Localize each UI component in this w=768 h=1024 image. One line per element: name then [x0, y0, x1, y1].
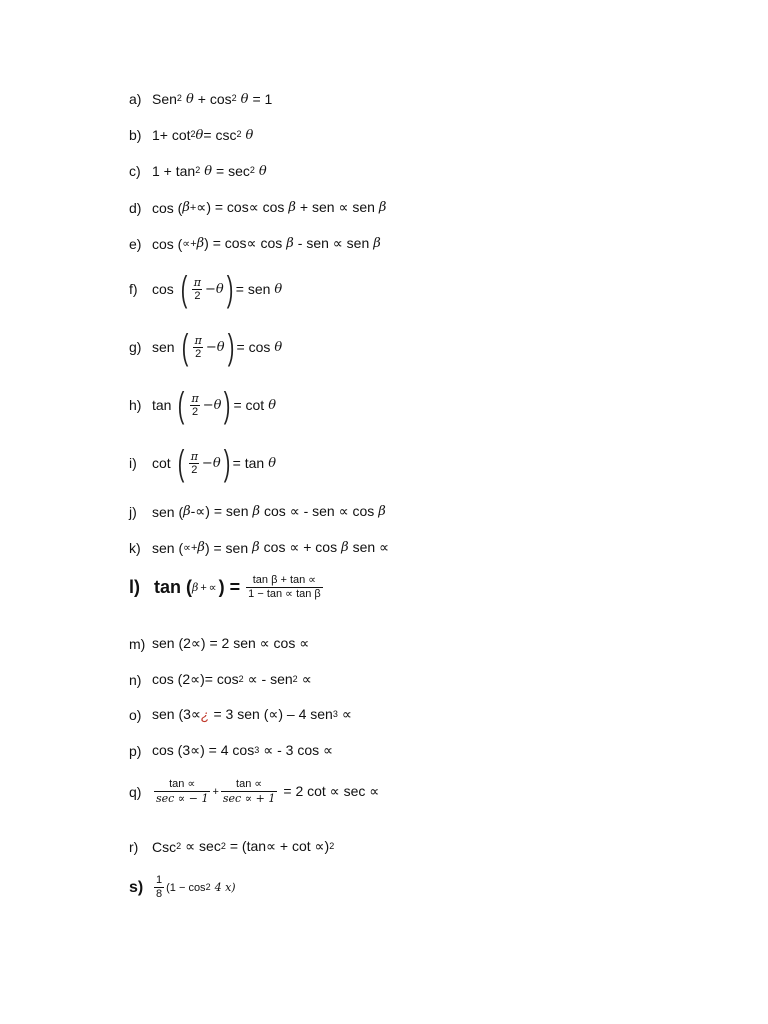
theta: θ: [268, 455, 277, 471]
term: cos ∝ + cos: [263, 539, 338, 555]
theta: θ: [274, 281, 283, 297]
rhs: = tan: [232, 455, 265, 471]
minus-theta: −θ: [201, 455, 221, 471]
item-label: s): [129, 878, 144, 896]
identity-a: a) Sen $^2$ θ + cos $^2$ θ = 1: [129, 91, 273, 107]
beta: β: [341, 540, 349, 555]
item-label: n): [129, 671, 142, 688]
plus-sign: +: [200, 581, 207, 594]
identity-h: h) tan ( $\frac{\pi}{2}$ −θ ) = cot θ: [129, 384, 277, 425]
identity-i: i) cot ( $\frac{\pi}{2}$ −θ ) = tan θ: [129, 442, 277, 483]
equals: ) =: [218, 577, 241, 597]
item-label: b): [129, 127, 142, 143]
fraction: $\frac{\pi}{2}$: [194, 333, 202, 360]
theta: θ: [268, 397, 277, 413]
alpha: ∝: [196, 199, 207, 215]
identity-k: [129, 539, 389, 556]
term: = 1: [252, 91, 273, 107]
term: ∝: [341, 706, 352, 722]
item-label: r): [129, 838, 139, 855]
term: cos ∝ - sen ∝ cos: [264, 503, 375, 519]
fraction: $\frac{\pi}{2}$: [193, 275, 202, 302]
term: sen (3∝: [152, 706, 201, 722]
term: sen (2∝) = 2 sen ∝ cos ∝: [152, 635, 310, 651]
term: cos (: [152, 235, 183, 252]
theta: θ: [195, 127, 204, 143]
alpha: ∝: [183, 542, 191, 554]
identity-p: p) cos (3∝) = 4 cos $^3$ ∝ - 3 cos ∝: [129, 742, 334, 759]
term: = 3 sen (∝) – 4 sen: [213, 706, 333, 722]
term: ) = sen: [204, 539, 249, 556]
term: 1+ cot: [152, 127, 191, 143]
identity-s: s) $\frac{1}{8}$ (1 − cos $^2$ 4 x): [129, 874, 236, 900]
identity-d: [129, 199, 386, 216]
term: cos (2∝)= cos: [152, 671, 239, 687]
item-label: f): [129, 281, 138, 297]
term: = (tan∝ + cot ∝): [229, 838, 330, 854]
beta: β: [196, 236, 205, 251]
term: 1 + tan: [152, 163, 196, 179]
beta: β: [286, 236, 294, 251]
rhs: = cot: [233, 397, 265, 413]
identity-g: g) sen ( $\frac{\pi}{2}$ −θ ) = cos θ: [129, 326, 283, 367]
beta: β: [183, 504, 191, 519]
identity-c: c) 1 + tan $^2$ θ = sec $^2$ θ: [129, 163, 267, 179]
fraction: $\frac{1}{8}$: [156, 874, 163, 900]
identity-r: r) Csc $^2$ ∝ sec $^2$ = (tan∝ + cot ∝) $^2$: [129, 838, 335, 855]
term: 4 x): [214, 881, 236, 894]
fraction: $\frac{\tan \propto}{\sec \propto + 1}$: [222, 778, 276, 805]
plus-sign: +: [212, 785, 219, 798]
term: sen (: [152, 503, 184, 520]
term: - sen ∝ sen: [297, 235, 370, 251]
plus-sign: +: [190, 237, 197, 250]
item-label: a): [129, 91, 142, 107]
term: sen (: [152, 539, 184, 556]
term: ) = cos∝ cos: [206, 199, 285, 215]
term: Csc: [152, 838, 177, 855]
identity-j: [129, 503, 386, 520]
beta: β: [378, 504, 386, 519]
fraction: $\frac{\text{tan β + tan ∝}}{\text{1 − tan ∝ tan β}}$: [248, 574, 321, 600]
item-label: o): [129, 706, 142, 723]
term: ∝ - sen: [247, 671, 293, 687]
item-label: c): [129, 163, 141, 179]
term: + sen ∝ sen: [299, 199, 375, 215]
item-label: g): [129, 339, 142, 355]
beta: β: [182, 200, 190, 215]
item-label: m): [129, 635, 146, 652]
function-name: cos: [152, 281, 174, 297]
beta: β: [252, 540, 260, 555]
term: (1 − cos: [166, 881, 206, 894]
item-label: j): [129, 503, 137, 520]
fraction: $\frac{\pi}{2}$: [190, 449, 198, 476]
function-name: sen: [152, 339, 175, 355]
item-label: p): [129, 742, 142, 759]
theta: θ: [245, 127, 254, 143]
fraction: $\frac{\pi}{2}$: [191, 391, 199, 418]
term: Sen: [152, 91, 177, 107]
identity-f: f) cos ( $\frac{\pi}{2}$ −θ ) = sen θ: [129, 268, 283, 309]
theta: θ: [204, 163, 213, 179]
beta: β: [378, 200, 387, 215]
item-label: k): [129, 539, 141, 556]
function-name: tan (: [154, 577, 192, 597]
beta: β: [192, 581, 199, 594]
identity-e: [129, 235, 381, 252]
alpha: ∝: [182, 238, 191, 250]
theta: θ: [258, 163, 267, 179]
theta: θ: [185, 91, 194, 107]
term: ∝: [301, 671, 312, 687]
fraction: $\frac{\tan \propto}{\sec \propto - 1}$: [156, 778, 209, 805]
item-label: h): [129, 397, 142, 413]
theta: θ: [240, 91, 249, 107]
function-name: tan: [152, 397, 172, 413]
rhs: = sen: [235, 281, 271, 297]
item-label: i): [129, 455, 137, 471]
minus-theta: −θ: [205, 281, 224, 297]
term: + cos: [197, 91, 232, 107]
term: sen ∝: [352, 539, 390, 555]
beta: β: [197, 540, 205, 555]
alpha: ∝: [208, 582, 217, 594]
beta: β: [252, 504, 261, 519]
plus-sign: +: [189, 201, 197, 214]
term: ) = cos∝ cos: [204, 235, 283, 251]
identity-m: [129, 635, 309, 652]
identity-n: n) cos (2∝)= cos $^2$ ∝ - sen $^2$ ∝: [129, 671, 312, 688]
item-label: e): [129, 235, 142, 252]
plus-sign: +: [190, 541, 198, 554]
identity-q: [129, 778, 379, 805]
term: ∝ sec: [185, 838, 221, 854]
identity-l: [129, 574, 325, 601]
inverted-question-mark: ¿: [200, 706, 210, 723]
minus-theta: −θ: [202, 397, 222, 413]
beta: β: [288, 200, 296, 215]
identity-o: o) sen (3∝ ¿ = 3 sen (∝) – 4 sen $^3$ ∝: [129, 706, 352, 723]
term: cos (: [152, 199, 183, 216]
rhs: = cos: [236, 339, 271, 355]
term: ∝ - 3 cos ∝: [263, 742, 334, 758]
minus-theta: −θ: [205, 339, 225, 355]
beta: β: [373, 236, 381, 251]
term: = csc: [203, 127, 237, 143]
term: = sec: [216, 163, 250, 179]
item-label: q): [129, 783, 142, 800]
identity-b: b) 1+ cot $^2$ θ = csc $^2$ θ: [129, 127, 254, 143]
item-label: d): [129, 199, 142, 216]
term: -∝) = sen: [190, 503, 249, 519]
function-name: cot: [152, 455, 171, 471]
item-label: l): [129, 577, 140, 597]
term: cos (3∝) = 4 cos: [152, 742, 255, 758]
rhs: = 2 cot ∝ sec ∝: [283, 783, 380, 799]
theta: θ: [274, 339, 283, 355]
